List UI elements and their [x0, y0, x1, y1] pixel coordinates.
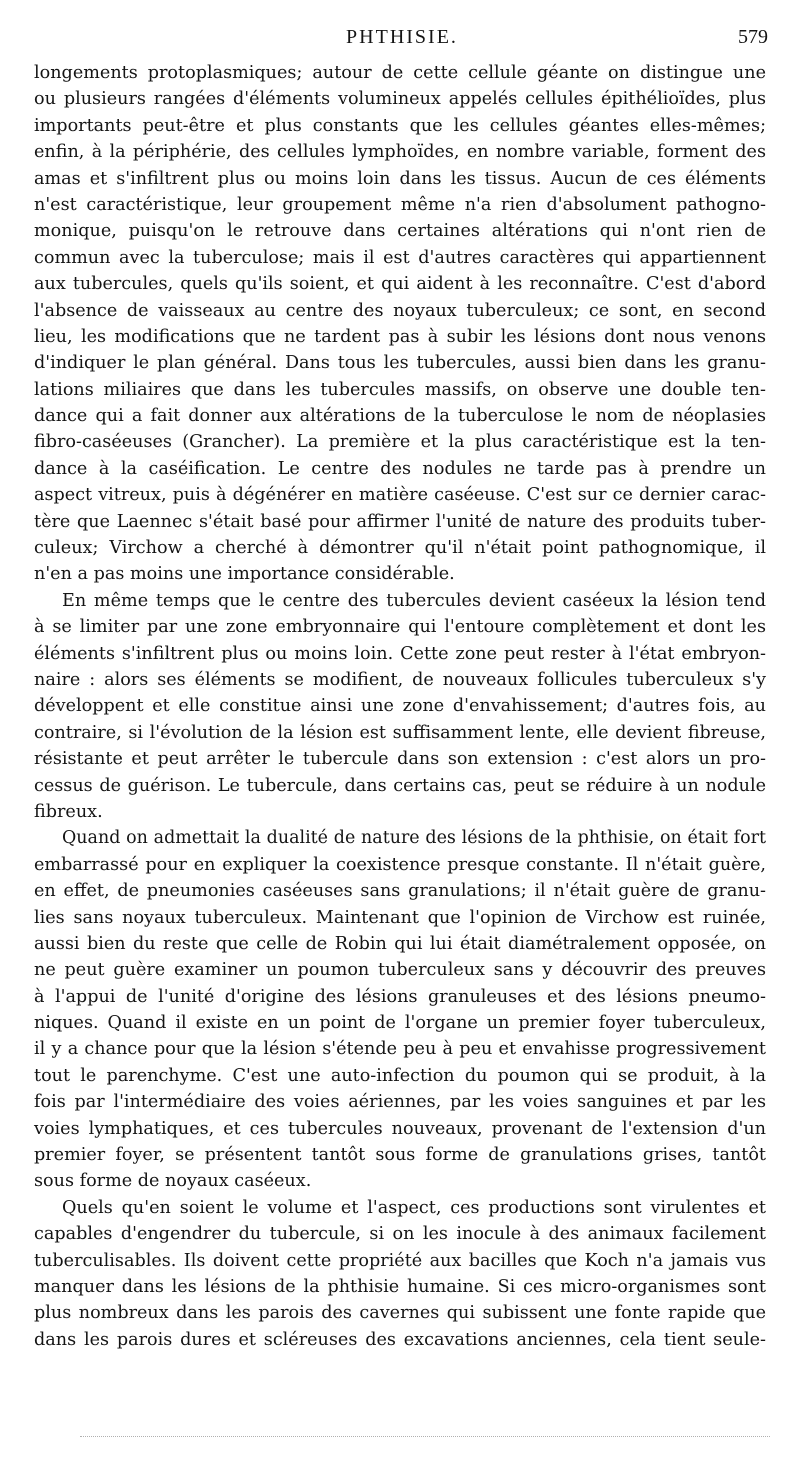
text-line: ou plusieurs rangées d'éléments volumineux appelés cellules épithélioïdes, plus — [34, 89, 766, 110]
text-line: ne peut guère examiner un poumon tuberculeux sans y découvrir des preuves — [34, 960, 766, 981]
text-line: capables d'engendrer du tubercule, si on les inocule à des animaux facilement — [34, 1224, 766, 1245]
text-line: développent et elle constitue ainsi une zone d'envahissement; d'autres fois, au — [34, 696, 766, 717]
text-line: dance à la caséification. Le centre des nodules ne tarde pas à prendre un — [34, 458, 766, 479]
text-line: en effet, de pneumonies caséeuses sans granulations; il n'était guère de granu- — [34, 881, 766, 902]
text-line: aspect vitreux, puis à dégénérer en matière caséeuse. C'est sur ce dernier carac- — [34, 485, 766, 506]
text-line: dans les parois dures et scléreuses des excavations anciennes, cela tient seule- — [34, 1329, 766, 1350]
text-line: à l'appui de l'unité d'origine des lésions granuleuses et des lésions pneumo- — [34, 986, 766, 1007]
text-line: cessus de guérison. Le tubercule, dans certains cas, peut se réduire à un nodule — [34, 775, 766, 796]
text-line: dance qui a fait donner aux altérations de la tuberculose le nom de néoplasies — [34, 406, 766, 427]
text-line: il y a chance pour que la lésion s'étende peu à peu et envahisse progressivement — [34, 1039, 766, 1060]
text-line: éléments s'infiltrent plus ou moins loin. Cette zone peut rester à l'état embryon- — [34, 643, 766, 664]
running-title: PHTHISIE. — [346, 26, 458, 48]
text-line: sous forme de noyaux caséeux. — [34, 1171, 312, 1192]
text-line: plus nombreux dans les parois des cavernes qui subissent une fonte rapide que — [34, 1303, 766, 1324]
text-line: amas et s'infiltrent plus ou moins loin dans les tissus. Aucun de ces éléments — [34, 168, 766, 189]
text-line: lieu, les modifications que ne tardent pas à subir les lésions dont nous venons — [34, 326, 766, 347]
text-line: tout le parenchyme. C'est une auto-infection du poumon qui se produit, à la — [34, 1065, 766, 1086]
text-line: lations miliaires que dans les tubercules massifs, on observe une double ten- — [34, 379, 766, 400]
text-line: naire : alors ses éléments se modifient, de nouveaux follicules tuberculeux s'y — [34, 669, 766, 690]
text-line: importants peut-être et plus constants que les cellules géantes elles-mêmes; — [34, 115, 766, 136]
text-line: En même temps que le centre des tubercules devient caséeux la lésion tend — [62, 590, 766, 611]
text-line: tuberculisables. Ils doivent cette propriété aux bacilles que Koch n'a jamais vus — [34, 1250, 766, 1271]
page-header — [36, 26, 768, 54]
paragraph-2 — [34, 588, 766, 826]
text-line: premier foyer, se présentent tantôt sous forme de granulations grises, tantôt — [34, 1145, 766, 1166]
text-line: niques. Quand il existe en un point de l'organe un premier foyer tuberculeux, — [34, 1013, 766, 1034]
text-line: contraire, si l'évolution de la lésion est suffisamment lente, elle devient fibreuse, — [34, 722, 766, 743]
text-line: longements protoplasmiques; autour de cette cellule géante on distingue une — [34, 63, 766, 83]
text-line: voies lymphatiques, et ces tubercules nouveaux, provenant de l'extension d'un — [34, 1118, 766, 1139]
body-text — [34, 60, 766, 1353]
text-line: fibreux. — [34, 801, 103, 822]
text-line: résistante et peut arrêter le tubercule dans son extension : c'est alors un pro- — [34, 749, 766, 770]
text-line: tère que Laennec s'était basé pour affirmer l'unité de nature des produits tuber- — [34, 511, 766, 532]
text-line: fibro-caséeuses (Grancher). La première et la plus caractéristique est la ten- — [34, 432, 766, 453]
text-line: Quels qu'en soient le volume et l'aspect, ces productions sont virulentes et — [62, 1197, 766, 1218]
text-line: manquer dans les lésions de la phthisie humaine. Si ces micro-organismes sont — [34, 1276, 766, 1297]
text-line: embarrassé pour en expliquer la coexistence presque constante. Il n'était guère, — [34, 854, 766, 875]
text-line: à se limiter par une zone embryonnaire qui l'entoure complètement et dont les — [34, 617, 766, 638]
footer-rule — [80, 1436, 770, 1437]
text-line: commun avec la tuberculose; mais il est d'autres caractères qui appartiennent — [34, 247, 766, 268]
text-line: aussi bien du reste que celle de Robin qui lui était diamétralement opposée, on — [34, 933, 766, 954]
page-number: 579 — [738, 26, 768, 48]
text-line: enfin, à la périphérie, des cellules lymphoïdes, en nombre variable, forment des — [34, 142, 766, 163]
text-line: n'en a pas moins une importance considérable. — [34, 564, 455, 585]
text-line: d'indiquer le plan général. Dans tous les tubercules, aussi bien dans les granu- — [34, 353, 766, 374]
text-line: Quand on admettait la dualité de nature des lésions de la phthisie, on était fort — [62, 828, 766, 849]
paragraph-3 — [34, 825, 766, 1194]
text-line: n'est caractéristique, leur groupement même n'a rien d'absolument pathogno- — [34, 194, 766, 215]
paragraph-4 — [34, 1195, 766, 1353]
text-line: l'absence de vaisseaux au centre des noyaux tuberculeux; ce sont, en second — [34, 300, 766, 321]
text-line: lies sans noyaux tuberculeux. Maintenant que l'opinion de Virchow est ruinée, — [34, 907, 766, 928]
text-line: culeux; Virchow a cherché à démontrer qu'il n'était point pathognomique, il — [34, 538, 766, 559]
text-line: monique, puisqu'on le retrouve dans certaines altérations qui n'ont rien de — [34, 221, 766, 242]
paragraph-1 — [34, 60, 766, 588]
text-line: fois par l'intermédiaire des voies aériennes, par les voies sanguines et par les — [34, 1092, 766, 1113]
text-line: aux tubercules, quels qu'ils soient, et qui aident à les reconnaître. C'est d'abord — [34, 274, 766, 295]
